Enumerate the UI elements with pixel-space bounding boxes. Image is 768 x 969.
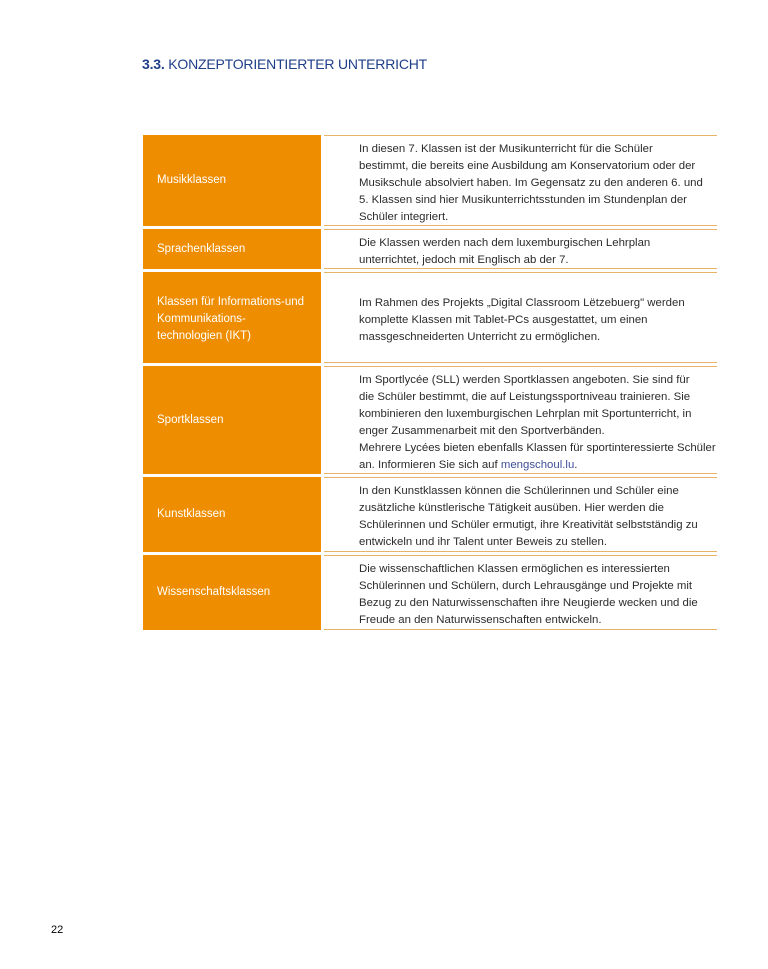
text-line: 5. Klassen sind hier Musikunterrichtsstunden im Stundenplan der	[359, 194, 687, 206]
text-line: unterrichtet, jedoch mit Englisch ab der 7.	[359, 254, 569, 266]
row-description	[324, 272, 717, 363]
section-heading	[142, 56, 427, 72]
text-line: enger Zusammenarbeit mit den Sportverbänden.	[359, 425, 605, 437]
row-label: Sprachenklassen	[143, 229, 321, 269]
text-line: Schülerinnen und Schüler ermutigt, ihre Kreativität selbstständig zu	[359, 519, 698, 531]
row-label: Kunstklassen	[143, 477, 321, 552]
text-line: Die Klassen werden nach dem luxemburgischen Lehrplan	[359, 237, 651, 249]
text-line: Musikschule absolviert haben. Im Gegensatz zu den anderen 6. und	[359, 177, 703, 189]
table-row-ikt	[143, 272, 717, 363]
text-line: kombinieren den luxemburgischen Lehrplan mit Sportunterricht, in	[359, 408, 692, 420]
text-line: Freude an den Naturwissenschaften entwickeln.	[359, 614, 602, 626]
table-row-sprachenklassen	[143, 229, 717, 269]
table-row-sportklassen	[143, 366, 717, 474]
section-number: 3.3.	[142, 56, 165, 72]
table-row-kunstklassen	[143, 477, 717, 552]
text-line: Im Sportlycée (SLL) werden Sportklassen angeboten. Sie sind für	[359, 374, 690, 386]
table-row-wissenschaftsklassen	[143, 555, 717, 630]
text-line: die Schüler bestimmt, die auf Leistungssportniveau trainieren. Sie	[359, 391, 691, 403]
row-description	[324, 477, 717, 552]
text-line: massgeschneiderten Unterricht zu ermöglichen.	[359, 331, 601, 343]
text-line: zusätzliche künstlerische Tätigkeit ausüben. Hier werden die	[359, 502, 664, 514]
mengschoul-link[interactable]: mengschoul.lu	[500, 459, 575, 471]
text-line: Schülerinnen und Schülern, durch Lehrausgänge und Projekte mit	[359, 580, 693, 592]
text-line: In diesen 7. Klassen ist der Musikunterricht für die Schüler	[359, 143, 653, 155]
row-label: Wissenschaftsklassen	[143, 555, 321, 630]
text-line: In den Kunstklassen können die Schülerinnen und Schüler eine	[359, 485, 679, 497]
row-label: Sportklassen	[143, 366, 321, 474]
label-line: Kommunikations-	[157, 313, 246, 325]
text-fragment: .	[574, 459, 578, 471]
section-title: KONZEPTORIENTIERTER UNTERRICHT	[168, 56, 427, 72]
text-fragment: an. Informieren Sie sich auf	[359, 459, 501, 471]
text-line: Die wissenschaftlichen Klassen ermöglichen es interessierten	[359, 563, 670, 575]
label-line: Klassen für Informations-und	[157, 296, 305, 308]
row-description	[324, 555, 717, 630]
label-line: technologien (IKT)	[157, 330, 251, 342]
class-types-table	[143, 135, 717, 630]
page-number: 22	[51, 924, 64, 936]
text-line: entwickeln und ihr Talent unter Beweis zu stellen.	[359, 536, 607, 548]
row-label: Musikklassen	[143, 135, 321, 226]
text-line: Mehrere Lycées bieten ebenfalls Klassen für sportinteressierte Schüler	[359, 442, 716, 454]
row-label	[143, 272, 321, 363]
text-line: komplette Klassen mit Tablet-PCs ausgestattet, um einen	[359, 314, 648, 326]
text-line: Bezug zu den Naturwissenschaften ihre Neugierde wecken und die	[359, 597, 698, 609]
text-line	[359, 457, 717, 474]
text-line: Im Rahmen des Projekts „Digital Classroom Lëtzebuerg" werden	[359, 297, 685, 309]
row-description	[324, 366, 717, 474]
text-line: Schüler integriert.	[359, 211, 449, 223]
row-description	[324, 229, 717, 269]
row-description	[324, 135, 717, 226]
text-line: bestimmt, die bereits eine Ausbildung am Konservatorium oder der	[359, 160, 696, 172]
table-row-musikklassen	[143, 135, 717, 226]
